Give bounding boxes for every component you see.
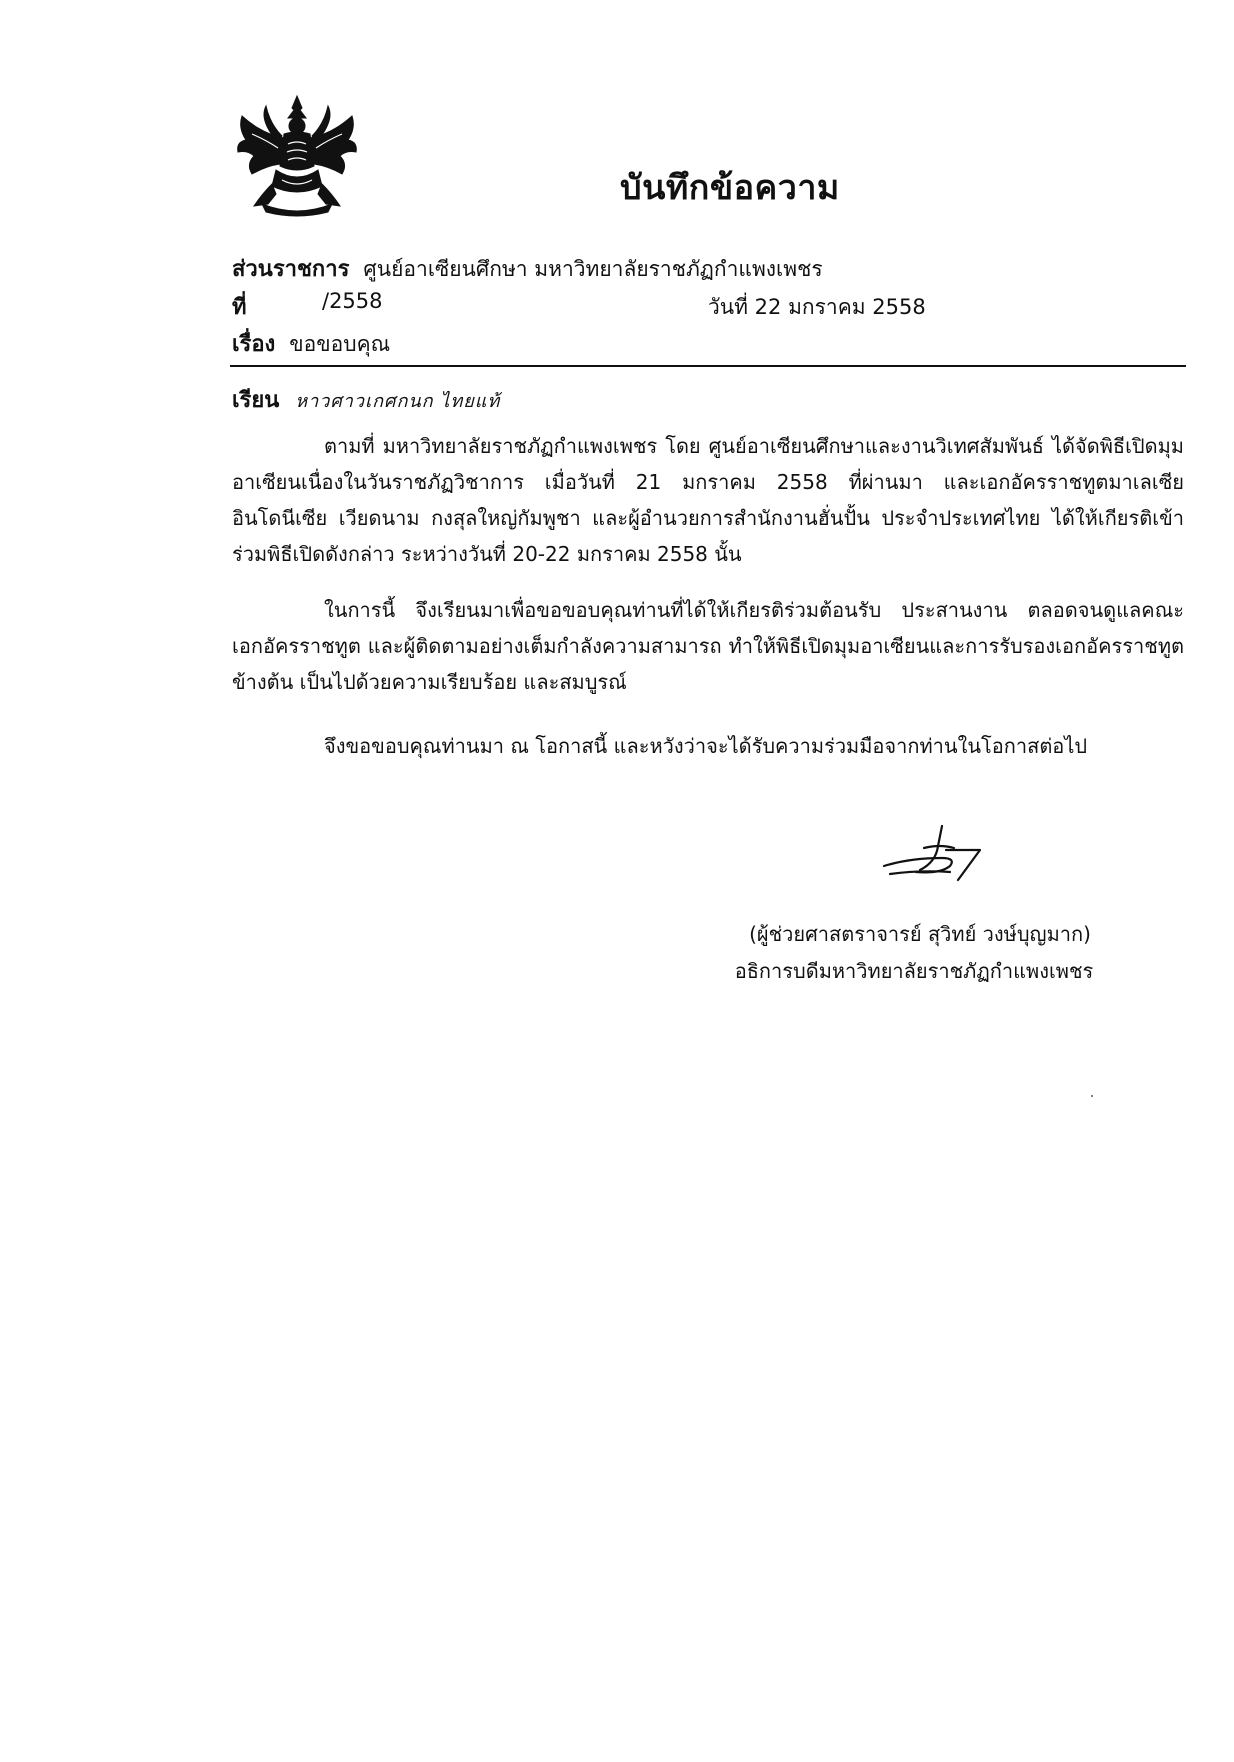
body-paragraph-1: ตามที่ มหาวิทยาลัยราชภัฏกำแพงเพชร โดย ศูนย์อาเซียนศึกษาและงานวิเทศสัมพันธ์ ได้จัดพิธีเปิดมุมอาเซียนเนื่องในวันราชภัฏวิชาการ เมื่อวันที่ 21 มกราคม 2558 ที่ผ่านมา และเอกอัครราชทูตมาเลเซีย อินโดนีเซีย เวียดนาม กงสุลใหญ่กัมพูชา และผู้อำนวยการสำนักงานฮั่นปั้น ประจำประเทศไทย ได้ให้เกียรติเข้าร่วมพิธีเปิดดังกล่าว ระหว่างวันที่ 20-22 มกราคม 2558 นั้น	[232, 434, 1184, 566]
handwritten-signature-icon	[880, 822, 984, 886]
number-value: /2558	[322, 289, 383, 313]
number-row	[232, 289, 383, 324]
agency-row	[232, 251, 823, 286]
agency-value: ศูนย์อาเซียนศึกษา มหาวิทยาลัยราชภัฏกำแพงเพชร	[363, 257, 823, 281]
signatory-position: อธิการบดีมหาวิทยาลัยราชภัฏกำแพงเพชร	[734, 959, 1094, 983]
agency-label: ส่วนราชการ	[232, 257, 350, 282]
number-label: ที่	[232, 295, 247, 320]
salutation-label: เรียน	[232, 388, 280, 413]
subject-row	[232, 326, 390, 361]
body-paragraph-3: จึงขอขอบคุณท่านมา ณ โอกาสนี้ และหวังว่าจะได้รับความร่วมมือจากท่านในโอกาสต่อไป	[324, 734, 1088, 758]
signatory-name: (ผู้ช่วยศาสตราจารย์ สุวิทย์ วงษ์บุญมาก)	[749, 922, 1091, 946]
scan-speck	[1091, 1095, 1093, 1097]
subject-value: ขอขอบคุณ	[289, 332, 391, 356]
garuda-emblem-icon	[232, 94, 362, 218]
body-paragraph-2: ในการนี้ จึงเรียนมาเพื่อขอขอบคุณท่านที่ได้ให้เกียรติร่วมต้อนรับ ประสานงาน ตลอดจนดูแลคณะเอกอัครราชทูต และผู้ติดตามอย่างเต็มกำลังความสามารถ ทำให้พิธีเปิดมุมอาเซียนและการรับรองเอกอัครราชทูต ข้างต้น เป็นไปด้วยความเรียบร้อย และสมบูรณ์	[232, 598, 1184, 694]
salutation-row	[232, 382, 500, 417]
salutation-recipient: หาวศาวเกศกนก ไทยแท้	[295, 391, 501, 412]
document-date: วันที่ 22 มกราคม 2558	[708, 295, 926, 319]
document-title: บันทึกข้อความ	[620, 168, 840, 208]
subject-label: เรื่อง	[232, 332, 276, 357]
header-divider	[230, 365, 1186, 367]
